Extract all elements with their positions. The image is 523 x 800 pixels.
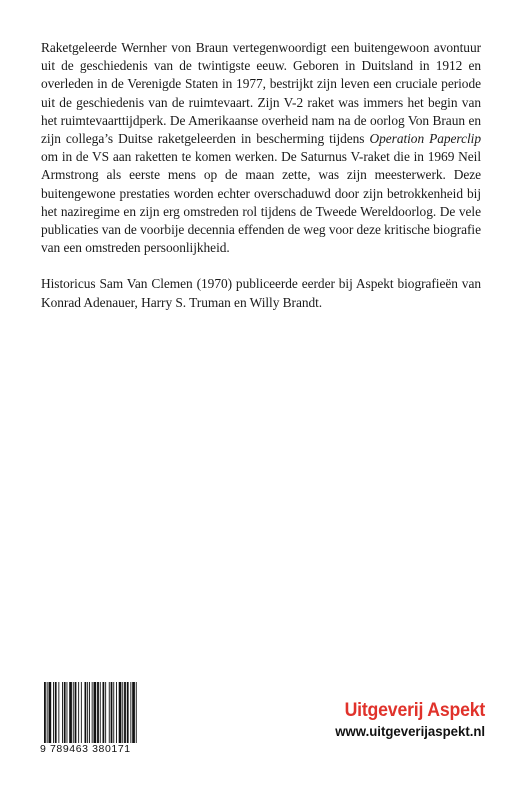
barcode-bar (130, 682, 131, 744)
barcode-bar (113, 682, 114, 744)
blurb-paragraph-1-part-a: Raketgeleerde Wernher von Braun vertegenwoordigt een buitengewoon avontuur uit de geschiedenis van de twintigste eeuw. Geboren in Duitsland in 1912 en overleden in de Verenigde Staten in 1977, bestrijkt zijn leven een cruciale periode uit de geschiedenis van de ruimtevaart. Zijn V-2 raket was immers het begin van het ruimtevaarttijdperk. De Amerikaanse overheid nam na de oorlog Von Braun en zijn collega’s Duitse raketgeleerden in bescherming tijdens (41, 40, 481, 147)
barcode-bar (109, 682, 110, 744)
publisher-name: Uitgeverij Aspekt (344, 700, 485, 721)
barcode-bar (119, 682, 122, 744)
publisher-block (324, 700, 485, 740)
barcode-bar (94, 682, 97, 744)
barcode-bar (49, 682, 52, 744)
blurb-paragraph-1-part-b: om in de VS aan raketten te komen werken. De Saturnus V-raket die in 1969 Neil Armstrong als eerste mens op de maan zette, was zijn meesterwerk. Deze buitengewone prestaties worden echter overschaduwd door zijn betrokkenheid bij het naziregime en zijn erg omstreden rol tijdens de Tweede Wereldoorlog. De vele publicaties van de voorbije decennia effenden de weg voor deze kritische biografie van een omstreden persoonlijkheid. (41, 149, 481, 256)
publisher-url: www.uitgeverijaspekt.nl (335, 724, 485, 740)
barcode-bar (124, 682, 126, 744)
barcode-bar (132, 682, 135, 744)
barcode-bar (75, 682, 77, 744)
barcode-isbn-number: 9 789463 380171 (40, 743, 158, 755)
barcode-bar (85, 682, 87, 744)
barcode-bar (47, 682, 48, 744)
barcode-bar (64, 682, 66, 744)
barcode-bar (89, 682, 90, 744)
barcode-bar (100, 682, 101, 744)
blurb-italic-title: Operation Paperclip (369, 131, 481, 147)
barcode-bar (73, 682, 74, 744)
barcode-bar (92, 682, 93, 744)
barcode-bar (69, 682, 72, 744)
barcode-bar (136, 682, 137, 744)
barcode-bar (78, 682, 79, 744)
barcode-bar (67, 682, 68, 744)
barcode-bar (81, 682, 82, 744)
barcode-bar (116, 682, 117, 744)
barcode-bar (62, 682, 63, 744)
blurb-text (41, 39, 481, 312)
barcode-bar (55, 682, 57, 744)
barcode-bar (127, 682, 129, 744)
barcode-bar (44, 682, 46, 744)
barcode-bars (40, 682, 158, 744)
blurb-paragraph-2: Historicus Sam Van Clemen (1970) publiceerde eerder bij Aspekt biografieën van Konrad Adenauer, Harry S. Truman en Willy Brandt. (41, 276, 481, 310)
barcode-bar (122, 682, 123, 744)
barcode-bar (105, 682, 106, 744)
blurb-paragraph-1 (41, 39, 481, 257)
barcode-bar (97, 682, 99, 744)
barcode-bar (103, 682, 105, 744)
barcode-bar (58, 682, 59, 744)
barcode-bar (111, 682, 113, 744)
barcode-bar (53, 682, 54, 744)
barcode-bar (87, 682, 88, 744)
